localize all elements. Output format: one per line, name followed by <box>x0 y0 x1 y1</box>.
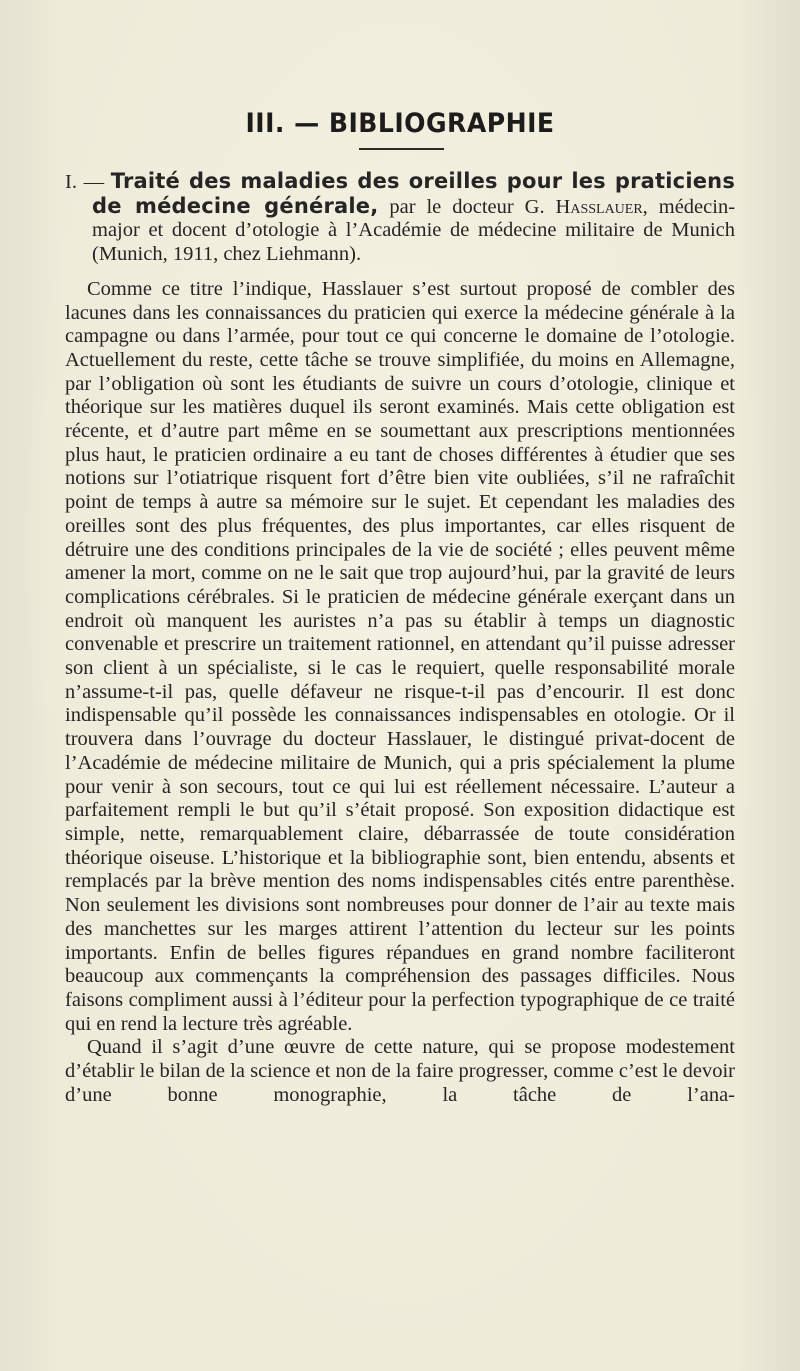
entry-author: Hasslauer, <box>555 195 648 218</box>
page-body <box>65 170 735 1107</box>
entry-details: médecin-major et docent d’otologie à l’Académie de médecine militaire de Munich (Munich, 1911, chez Liehmann). <box>92 195 736 266</box>
bibliography-entry <box>65 170 735 267</box>
section-heading: III. — BIBLIOGRAPHIE <box>245 108 555 139</box>
entry-title: Traité des maladies des oreilles pour les praticiens de médecine générale, <box>92 169 736 218</box>
review-paragraph-1: Comme ce titre l’indique, Hasslauer s’est surtout proposé de combler des lacunes dans les connaissances du praticien qui exerce la médecine générale à la campagne ou dans l’armée, pour tout ce qui concerne le domaine de l’otologie. Actuellement du reste, cette tâche se trouve simplifiée, du moins en Allemagne, par l’obligation où sont les étudiants de suivre un cours d’otologie, clinique et théorique sur les matières duquel ils seront examinés. Mais cette obligation est récente, et d’autre part même en se soumettant aux prescriptions mentionnées plus haut, le praticien ordinaire a eu tant de choses différentes à étudier que ses notions sur l’otiatrique risquent fort d’être bien vite oubliées, s’il ne rafraîchit point de temps à autre sa mémoire sur le sujet. Et cependant les maladies des oreilles sont des plus fréquentes, des plus importantes, car elles risquent de détruire une des conditions principales de la vie de société ; elles peuvent même amener la mort, comme on ne le sait que trop aujourd’hui, par la gravité de leurs complications cérébrales. Si le praticien de médecine générale exerçant dans un endroit où manquent les auristes n’a pas su établir à temps un diagnostic convenable et prescrire un traitement rationnel, en attendant qu’il puisse adresser son client à un spécialiste, si le cas le requiert, quelle responsabilité morale n’assume-t-il pas, quelle défaveur ne risque-t-il pas d’encourir. Il est donc indispensable qu’il possède les connaissances indispensables en otologie. Or il trouvera dans l’ouvrage du docteur Hasslauer, le distingué privat-docent de l’Académie de médecine militaire de Munich, qui a pris spécialement la plume pour venir à son secours, tout ce qui lui est réellement nécessaire. L’auteur a parfaitement rempli le but qu’il s’était proposé. Son exposition didactique est simple, nette, remarquablement claire, débarrassée de toute considération théorique oiseuse. L’historique et la bibliographie sont, bien entendu, absents et remplacés par la brève mention des noms indispensables cités entre parenthèse. Non seulement les divisions sont nombreuses pour donner de l’air au texte mais des manchettes sur les marges attirent l’attention du lecteur sur les points importants. Enfin de belles figures répandues en grand nombre faciliteront beaucoup aux commençants la compréhension des passages difficiles. Nous faisons compliment aussi à l’éditeur pour la perfection typographique de ce traité qui en rend la lecture très agréable. <box>65 277 735 1035</box>
entry-by: par le docteur G. <box>389 195 545 218</box>
heading-rule <box>359 148 444 150</box>
review-paragraph-2: Quand il s’agit d’une œuvre de cette nature, qui se propose modestement d’établir le bilan de la science et non de la faire progresser, comme c’est le devoir d’une bonne monographie, la tâche de l’ana- <box>65 1036 735 1106</box>
entry-number: I. — <box>65 171 105 193</box>
